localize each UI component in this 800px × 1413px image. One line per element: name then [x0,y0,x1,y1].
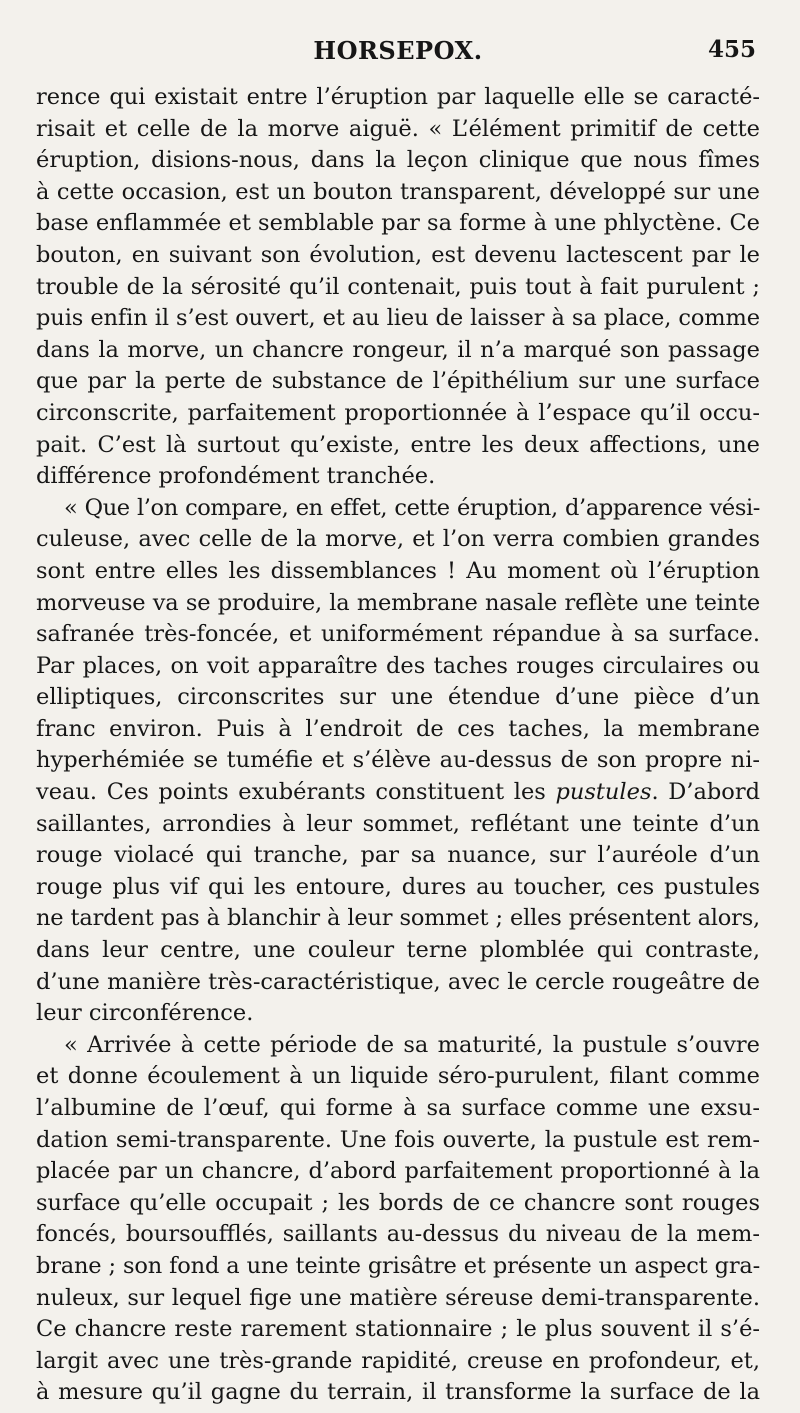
text-line: dans leur centre, une couleur terne plomblée qui contraste, [36,937,760,964]
text-line: dans la morve, un chancre rongeur, il n’a marqué son passage [36,336,760,363]
text-segment: . D’abord [651,779,760,806]
text-line: safranée très-foncée, et uniformément répandue à sa surface. [36,621,760,648]
page-number: 455 [707,36,756,63]
text-line: rouge plus vif qui les entoure, dures au toucher, ces pustules [36,873,760,900]
text-line: morveuse va se produire, la membrane nasale reflète une teinte [36,589,760,616]
text-line: nuleux, sur lequel fige une matière séreuse demi-transparente. [36,1284,760,1311]
text-line: et donne écoulement à un liquide séro-purulent, filant comme [36,1063,760,1090]
text-line: éruption, disions-nous, dans la leçon clinique que nous fîmes [36,147,760,174]
text-line: puis enfin il s’est ouvert, et au lieu de laisser à sa place, comme [36,305,760,332]
text-line: pait. C’est là surtout qu’existe, entre les deux affections, une [36,431,760,458]
page-header [36,28,760,82]
text-line: hyperhémiée se tuméfie et s’élève au-dessus de son propre ni- [36,747,760,774]
text-line: rouge violacé qui tranche, par sa nuance, sur l’auréole d’un [36,842,760,869]
text-line: circonscrite, parfaitement proportionnée à l’espace qu’il occu- [36,399,760,426]
text-line: risait et celle de la morve aiguë. « L’élément primitif de cette [36,115,760,142]
text-line: à cette occasion, est un bouton transparent, développé sur une [36,178,760,205]
text-line: « Que l’on compare, en effet, cette éruption, d’apparence vési- [64,494,760,521]
text-line: l’albumine de l’œuf, qui forme à sa surface comme une exsu- [36,1095,760,1121]
paragraph [36,1030,760,1409]
running-title: HORSEPOX. [313,36,483,65]
text-line: elliptiques, circonscrites sur une étendue d’une pièce d’un [36,684,760,711]
text-line: dation semi-transparente. Une fois ouverte, la pustule est rem- [36,1126,760,1153]
text-line: différence profondément tranchée. [36,463,436,490]
text-line: placée par un chancre, d’abord parfaitement proportionné à la [36,1158,760,1185]
text-line: surface qu’elle occupait ; les bords de ce chancre sont rouges [36,1189,760,1216]
text-line: culeuse, avec celle de la morve, et l’on verra combien grandes [36,526,760,553]
paragraph [36,82,760,493]
text-line [36,777,760,809]
text-segment: veau. Ces points exubérants constituent les [36,779,556,806]
text-line: saillantes, arrondies à leur sommet, reflétant une teinte d’un [36,810,760,837]
italic-term: pustules [555,779,652,806]
text-line: que par la perte de substance de l’épithélium sur une surface [36,368,760,395]
text-line: foncés, boursoufflés, saillants au-dessus du niveau de la mem- [36,1221,760,1248]
text-line: trouble de la sérosité qu’il contenait, puis tout à fait purulent ; [36,273,760,300]
text-line: Ce chancre reste rarement stationnaire ; le plus souvent il s’é- [36,1316,760,1343]
text-line: largit avec une très-grande rapidité, creuse en profondeur, et, [36,1347,760,1374]
text-line: rence qui existait entre l’éruption par laquelle elle se caracté- [36,84,760,110]
text-line: à mesure qu’il gagne du terrain, il transforme la surface de la [36,1379,760,1406]
text-line: base enflammée et semblable par sa forme à une phlyctène. Ce [36,210,760,237]
text-line: ne tardent pas à blanchir à leur sommet ; elles présentent alors, [36,905,760,932]
text-line: franc environ. Puis à l’endroit de ces taches, la membrane [36,715,760,742]
body-text [36,82,760,1409]
text-line: sont entre elles les dissemblances ! Au moment où l’éruption [36,557,760,584]
text-line: d’une manière très-caractéristique, avec le cercle rougeâtre de [36,968,760,995]
text-line: « Arrivée à cette période de sa maturité, la pustule s’ouvre [64,1031,760,1058]
text-line: brane ; son fond a une teinte grisâtre et présente un aspect gra- [36,1252,760,1279]
text-line: bouton, en suivant son évolution, est devenu lactescent par le [36,241,760,268]
text-line: leur circonférence. [36,1000,254,1027]
paragraph [36,493,760,1030]
text-line: Par places, on voit apparaître des taches rouges circulaires ou [36,652,760,679]
